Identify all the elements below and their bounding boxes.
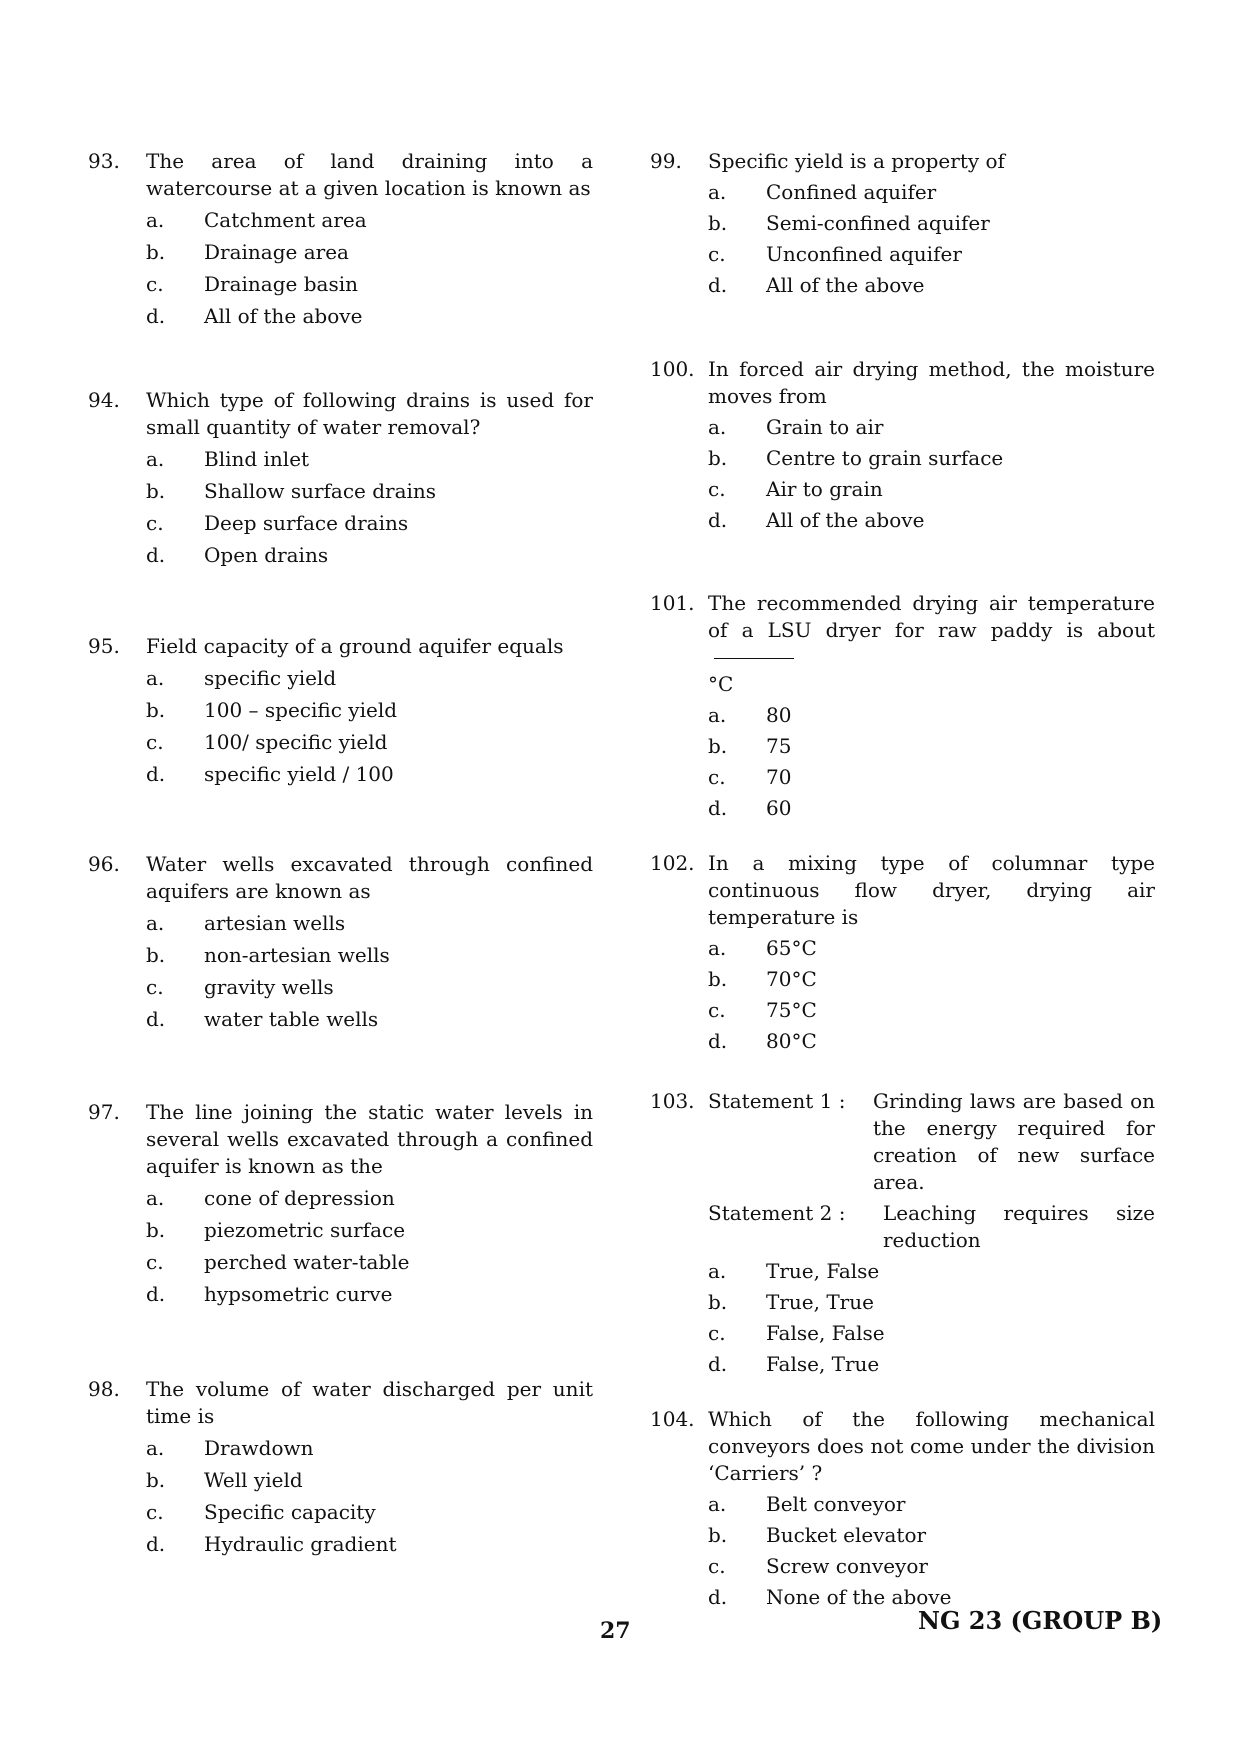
option-c: c. Specific capacity [146, 1500, 376, 1524]
option-b: b. piezometric surface [146, 1218, 406, 1242]
option-a: a. True, False [708, 1259, 880, 1283]
option-c: c. 100/ specific yield [146, 730, 388, 754]
question-number: 104. [650, 1407, 695, 1431]
option-c: c. gravity wells [146, 975, 334, 999]
option-a: a. Confined aquifer [708, 180, 937, 204]
question-text: Which type of following drains is used for small quantity of water removal? [146, 388, 593, 439]
option-c: c. perched water-table [146, 1250, 410, 1274]
option-c: c. False, False [708, 1321, 885, 1345]
option-c: c. Deep surface drains [146, 511, 409, 535]
question-number: 93. [88, 149, 120, 173]
option-d: d. Hydraulic gradient [146, 1532, 397, 1556]
option-b: b. Semi-confined aquifer [708, 211, 990, 235]
statement-2-label: Statement 2 : [708, 1201, 846, 1225]
option-d: d. 60 [708, 796, 792, 820]
question-93 [88, 148, 593, 330]
question-text: In forced air drying method, the moisture moves from [708, 357, 1155, 408]
option-b: b. Centre to grain surface [708, 446, 1004, 470]
question-number: 102. [650, 851, 695, 875]
question-number: 100. [650, 357, 695, 381]
question-104 [650, 1406, 1155, 1611]
option-d: d. hypsometric curve [146, 1282, 393, 1306]
option-b: b. Bucket elevator [708, 1523, 927, 1547]
option-a: a. Grain to air [708, 415, 884, 439]
option-a: a. cone of depression [146, 1186, 395, 1210]
question-98 [88, 1376, 593, 1558]
option-c: c. Screw conveyor [708, 1554, 928, 1578]
option-d: d. Open drains [146, 543, 329, 567]
question-text: In a mixing type of columnar type continuous flow dryer, drying air temperature is [708, 851, 1155, 929]
statement-1-label: Statement 1 : [708, 1089, 846, 1113]
option-d: d. False, True [708, 1352, 880, 1376]
statement-1 [650, 1088, 1155, 1196]
option-b: b. Shallow surface drains [146, 479, 437, 503]
question-number: 96. [88, 852, 120, 876]
question-number: 99. [650, 149, 682, 173]
question-number: 101. [650, 591, 695, 615]
option-b: b. 70°C [708, 967, 817, 991]
option-d: d. water table wells [146, 1007, 379, 1031]
question-99 [650, 148, 1155, 299]
option-a: a. Belt conveyor [708, 1492, 906, 1516]
option-a: a. Catchment area [146, 208, 367, 232]
question-100 [650, 356, 1155, 534]
question-97 [88, 1099, 593, 1308]
question-text: Specific yield is a property of [708, 149, 1005, 173]
option-a: a. Drawdown [146, 1436, 314, 1460]
option-d: d. 80°C [708, 1029, 817, 1053]
option-a: a. 80 [708, 703, 792, 727]
question-text: Which of the following mechanical conveyors does not come under the division ‘Carriers’ ? [708, 1407, 1155, 1485]
option-a: a. specific yield [146, 666, 337, 690]
option-b: b. Well yield [146, 1468, 303, 1492]
page-number: 27 [600, 1618, 631, 1644]
option-c: c. 70 [708, 765, 792, 789]
option-a: a. artesian wells [146, 911, 346, 935]
statement-2 [708, 1200, 1155, 1254]
question-text: Field capacity of a ground aquifer equals [146, 634, 564, 658]
option-d: d. All of the above [146, 304, 363, 328]
question-text: Water wells excavated through confined aquifers are known as [146, 852, 593, 903]
option-c: c. Air to grain [708, 477, 883, 501]
statement-1-text: Grinding laws are based on the energy required for creation of new surface area. [873, 1089, 1155, 1194]
question-102 [650, 850, 1155, 1055]
question-94 [88, 387, 593, 569]
question-text: The volume of water discharged per unit time is [146, 1377, 593, 1428]
question-101 [650, 590, 1155, 822]
option-d: d. None of the above [708, 1585, 952, 1609]
question-96 [88, 851, 593, 1033]
question-text: The area of land draining into a watercourse at a given location is known as [146, 149, 593, 200]
option-c: c. Drainage basin [146, 272, 358, 296]
option-c: c. Unconfined aquifer [708, 242, 962, 266]
question-number: 97. [88, 1100, 120, 1124]
question-number: 98. [88, 1377, 120, 1401]
option-d: d. specific yield / 100 [146, 762, 394, 786]
question-95 [88, 633, 593, 788]
question-text: The line joining the static water levels in several wells excavated through a confined aquifer is known as the [146, 1100, 593, 1178]
question-number: 95. [88, 634, 120, 658]
option-b: b. 75 [708, 734, 792, 758]
option-b: b. True, True [708, 1290, 874, 1314]
option-c: c. 75°C [708, 998, 817, 1022]
option-d: d. All of the above [708, 273, 925, 297]
question-number: 94. [88, 388, 120, 412]
option-a: a. Blind inlet [146, 447, 310, 471]
statement-2-text: Leaching requires size reduction [883, 1201, 1155, 1252]
option-d: d. All of the above [708, 508, 925, 532]
option-a: a. 65°C [708, 936, 817, 960]
paper-code: NG 23 (GROUP B) [918, 1606, 1163, 1635]
answer-blank [714, 658, 794, 659]
question-103 [650, 1088, 1155, 1378]
question-number: 103. [650, 1089, 695, 1113]
option-b: b. Drainage area [146, 240, 349, 264]
option-b: b. 100 – specific yield [146, 698, 398, 722]
question-text: The recommended drying air temperature of a LSU dryer for raw paddy is about °C [708, 591, 1155, 696]
option-b: b. non-artesian wells [146, 943, 390, 967]
